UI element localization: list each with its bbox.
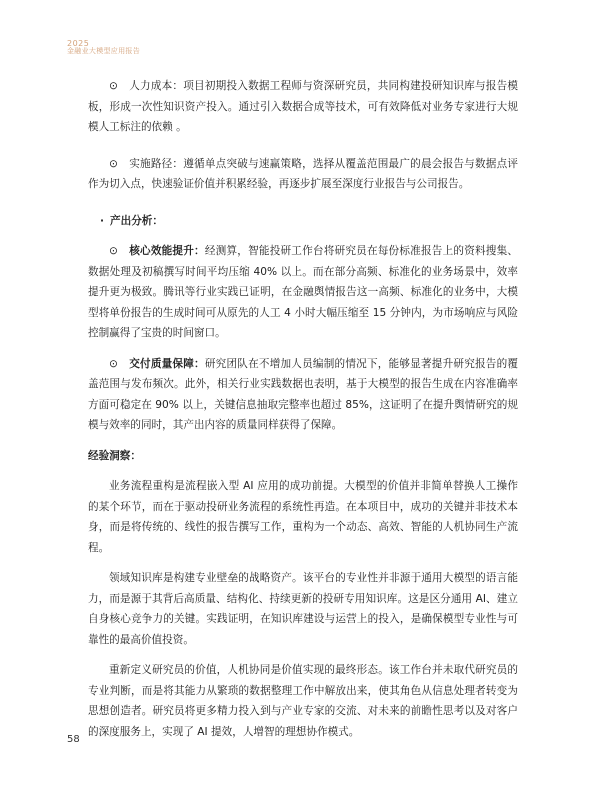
bullet-dot-icon: · xyxy=(100,214,105,227)
insight-paragraph: 领域知识库是构建专业壁垒的战略资产。该平台的专业性并非源于通用大模型的语言能力，而是源于其背后高质量、结构化、持续更新的投研专用知识库。这是区分通用 AI、建立自身核心竞争力的关键。实践证明，在知识库建设与运营上的投入，是确保模型专业性与可靠性的最高价值投资。 xyxy=(88,572,518,646)
output-item-efficiency xyxy=(88,241,518,344)
circle-dot-icon: ⊙ xyxy=(109,245,118,257)
bullet-implementation-path xyxy=(88,154,518,195)
insight-heading: 经验洞察： xyxy=(88,449,141,462)
output-item-text: 经测算，智能投研工作台将研究员在每份标准报告上的资料搜集、数据处理及初稿撰写时间平均压缩 40% 以上。而在部分高频、标准化的业务场景中，效率提升更为极致。腾讯等行业实践已证明，在金融舆情报告这一高频、标准化的业务中，大模型将单份报告的生成时间可从原先的人工 4 小时大幅压缩至 15 分钟内，为市场响应与风险控制赢得了宝贵的时间窗口。 xyxy=(88,245,519,339)
insight-paragraph: 业务流程重构是流程嵌入型 AI 应用的成功前提。大模型的价值并非简单替换人工操作的某个环节，而在于驱动投研业务流程的系统性再造。在本项目中，成功的关键并非技术本身，而是将传统的、线性的报告撰写工作，重构为一个动态、高效、智能的人机协同生产流程。 xyxy=(88,480,518,554)
output-analysis-label: 产出分析： xyxy=(110,214,163,227)
circle-dot-icon: ⊙ xyxy=(109,157,118,170)
bullet-text: 实施路径：遵循单点突破与速赢策略，选择从覆盖范围最广的晨会报告与数据点评作为切入点，快速验证价值并积累经验，再逐步扩展至深度行业报告与公司报告。 xyxy=(88,157,518,190)
insight-paragraph: 重新定义研究员的价值，人机协同是价值实现的最终形态。该工作台并未取代研究员的专业判断，而是将其能力从繁琐的数据整理工作中解放出来，使其角色从信息处理者转变为思想创造者。研究员将更多精力投入到与产业专家的交流、对未来的前瞻性思考以及对客户的深度服务上，实现了 AI 提效，人增智的理想协作模式。 xyxy=(88,664,518,738)
bullet-text: 人力成本：项目初期投入数据工程师与资深研究员，共同构建投研知识库与报告模板，形成一次性知识资产投入。通过引入数据合成等技术，可有效降低对业务专家进行大规模人工标注的依赖 。 xyxy=(88,80,518,133)
page-number: 58 xyxy=(67,734,80,745)
output-item-title: 核心效能提升： xyxy=(129,245,205,257)
report-header xyxy=(67,40,140,56)
output-item-quality xyxy=(88,354,518,436)
output-item-text: 研究团队在不增加人员编制的情况下，能够显著提升研究报告的覆盖范围与发布频次。此外，相关行业实践数据也表明，基于大模型的报告生成在内容准确率方面可稳定在 90% 以上，关键信息抽取完整率也超过 85%，这证明了在提升舆情研究的规模与效率的同时，其产出内容的质量同样获得了保障。 xyxy=(88,357,519,431)
main-content xyxy=(88,76,518,742)
bullet-human-cost xyxy=(88,76,518,138)
circle-dot-icon: ⊙ xyxy=(109,80,118,92)
circle-dot-icon: ⊙ xyxy=(109,357,118,370)
output-analysis-heading xyxy=(100,211,518,232)
header-year: 2025 xyxy=(67,39,90,48)
header-title: 金融业大模型应用报告 xyxy=(67,47,140,56)
output-item-title: 交付质量保障： xyxy=(129,357,205,370)
